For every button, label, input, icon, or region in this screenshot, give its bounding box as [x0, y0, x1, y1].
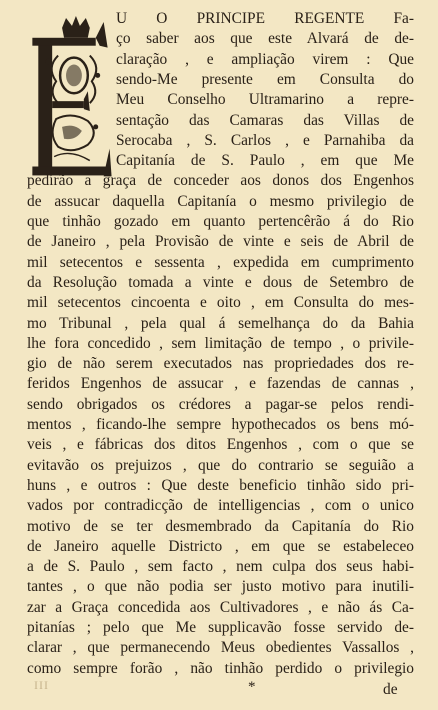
text-line: sentação das Camaras das Villas de — [116, 111, 414, 129]
text-line: Meu Conselho Ultramarino a repre- — [116, 91, 414, 109]
signature-mark: * — [248, 678, 256, 695]
text-line: da Resolução tomada a vinte e dous de Setembro de — [27, 273, 414, 291]
text-line: sendo-Me presente em Consulta do — [116, 70, 414, 88]
text-line: sendo obrigados os crédores a pagar-se pelos rendi- — [27, 395, 414, 413]
text-line: mentos , ficando-lhe sempre hypothecados os bens mó- — [27, 416, 414, 433]
text-line: veis , e fábricas dos ditos Engenhos , com o que se — [27, 436, 414, 454]
text-line: mil setecentos e sessenta , expedida em cumprimento — [27, 253, 414, 271]
bleed-through-mark: III — [34, 677, 49, 692]
text-line: a de S. Paulo , sem facto , nem culpa dos seus habi- — [27, 558, 414, 576]
text-line: clarar , que permanecendo Meus obedientes Vassallos , — [27, 639, 414, 657]
text-line: Capitanía de S. Paulo , em que Me — [116, 152, 414, 170]
text-line: U O PRINCIPE REGENTE Fa- — [116, 10, 414, 27]
text-line: vados por contradicção de intelligencias , com o unico — [27, 497, 414, 515]
text-line: de Janeiro , pela Provisão de vinte e seis de Abril de — [27, 233, 414, 251]
text-line: de Janeiro aquelle Districto , em que se estabeleceo — [27, 537, 414, 555]
text-line: huns , e outros : Que deste beneficio tinhão sido pri- — [27, 476, 414, 494]
text-line: que tinhão gozado em quanto pertencêrão á do Rio — [27, 213, 414, 230]
text-line: como sempre forão , não tinhão perdido o privilegio — [27, 659, 414, 677]
text-line: feridos Engenhos de assucar , e fazendas de cannas , — [27, 375, 414, 393]
text-line: de assucar daquella Capitanía o mesmo privilegio de — [27, 192, 414, 210]
text-line: lhe fora concedido , sem limitação de tempo , o privile- — [27, 334, 414, 352]
text-line: evitavão os prejuizos , que do contrario se seguião a — [27, 456, 414, 474]
text-line: motivo de se ter desmembrado da Capitanía do Rio — [27, 517, 414, 535]
text-line: claração , e ampliação virem : Que — [116, 50, 414, 68]
ornamental-initial-e-with-crown-icon — [26, 16, 112, 178]
text-line: zar a Graça concedida aos Cultivadores , e não ás Ca- — [27, 598, 414, 616]
text-line: tantes , o que não podia ser justo motivo para inutili- — [27, 578, 414, 596]
catchword: de — [383, 680, 398, 698]
text-line: mil setecentos cincoenta e oito , em Consulta do mes- — [27, 294, 414, 312]
text-line: pitanías ; pelo que Me supplicavão fosse servido de- — [27, 619, 414, 636]
text-line: pedírão a graça de conceder aos donos dos Engenhos — [27, 172, 414, 190]
text-line: mo Tribunal , pela qual á semelhança do da Bahia — [27, 314, 414, 332]
text-line: ço saber aos que este Alvará de de- — [116, 30, 414, 48]
text-line: gio de não serem executados nas propriedades dos re- — [27, 355, 414, 373]
text-line: Serocaba , S. Carlos , e Parnahiba da — [116, 131, 414, 149]
